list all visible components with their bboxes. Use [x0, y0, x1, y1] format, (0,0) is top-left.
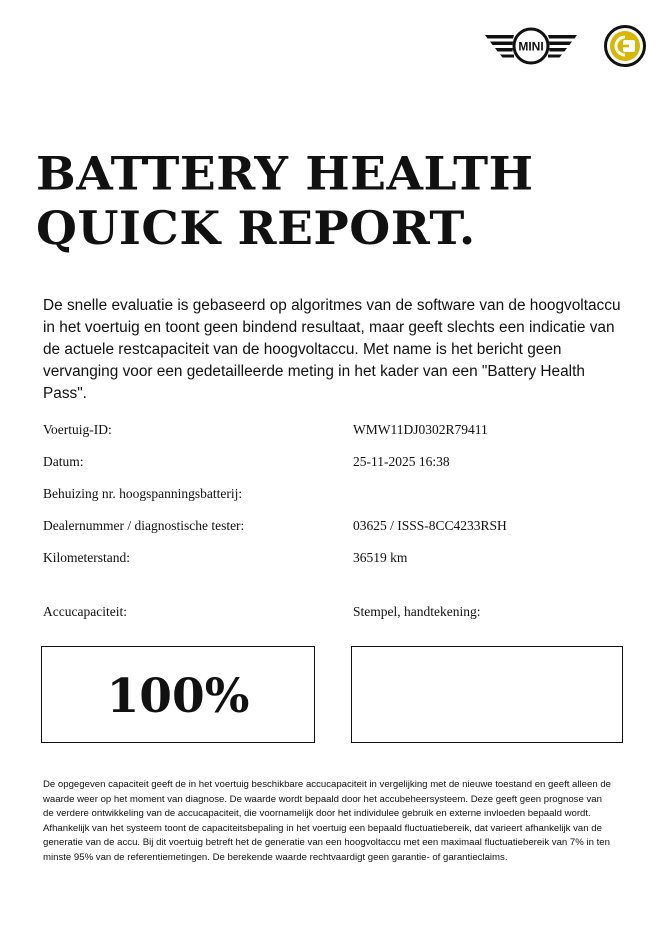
brand-logos	[483, 24, 647, 68]
mileage-label: Kilometerstand:	[43, 550, 130, 565]
capacity-label: Accucapaciteit:	[43, 604, 127, 619]
capacity-value: 100%	[106, 669, 250, 724]
info-row-battery-housing	[0, 484, 669, 516]
dealer-label: Dealernummer / diagnostische tester:	[43, 518, 245, 533]
vehicle-id-value: WMW11DJ0302R79411	[353, 422, 488, 437]
disclaimer-text: De opgegeven capaciteit geeft de in het voertuig beschikbare accucapaciteit in vergelijking met de nieuwe toestand en geeft alleen de waarde weer op het moment van diagnose. De waarde wordt bepaald door het accubeheersysteem. Deze geeft geen prognose van de verdere ontwikkeling van de accucapaciteit, die voornamelijk door het individulee gebruik en externe invloeden bepaald wordt. Afhankelijk van het systeem toont de capaciteitsbepaling in het voertuig een bepaald fluctuatiebereik, dat varieert afhankelijk van de generatie van de accu. Bij dit voertuig betreft het de generatie van een hoogvoltaccu met een maximaal fluctuatiebereik van 7% in ten minste 95% van de referentiemetingen. De berekende waarde rechtvaardigt geen garantie- of garantieclaims.	[43, 779, 612, 863]
capacity-box	[41, 646, 315, 743]
electric-plug-badge-icon	[603, 24, 647, 68]
title-line-1: BATTERY HEALTH	[36, 148, 534, 202]
logo-text: MINI	[518, 39, 544, 54]
stamp-label: Stempel, handtekening:	[353, 604, 481, 619]
vehicle-id-label: Voertuig-ID:	[43, 422, 112, 437]
info-row-date	[0, 452, 669, 484]
stamp-signature-box	[351, 646, 623, 743]
vehicle-info-table	[0, 420, 669, 580]
mileage-value: 36519 km	[353, 550, 408, 565]
report-title	[36, 148, 534, 257]
battery-housing-label: Behuizing nr. hoogspanningsbatterij:	[43, 486, 243, 501]
date-label: Datum:	[43, 454, 84, 469]
info-row-dealer	[0, 516, 669, 548]
info-row-vehicle-id	[0, 420, 669, 452]
mini-wings-logo-icon	[483, 24, 579, 68]
info-row-mileage	[0, 548, 669, 580]
date-value: 25-11-2025 16:38	[353, 454, 450, 469]
intro-paragraph: De snelle evaluatie is gebaseerd op algoritmes van de software van de hoogvoltaccu in het voertuig en toont geen bindend resultaat, maar geeft slechts een indicatie van de actuele restcapaciteit van de hoogvoltaccu. Met name is het bericht geen vervanging voor een gedetailleerde meting in het kader van een "Battery Health Pass".	[43, 297, 621, 402]
title-line-2: QUICK REPORT.	[36, 202, 476, 256]
dealer-value: 03625 / ISSS-8CC4233RSH	[353, 518, 507, 533]
